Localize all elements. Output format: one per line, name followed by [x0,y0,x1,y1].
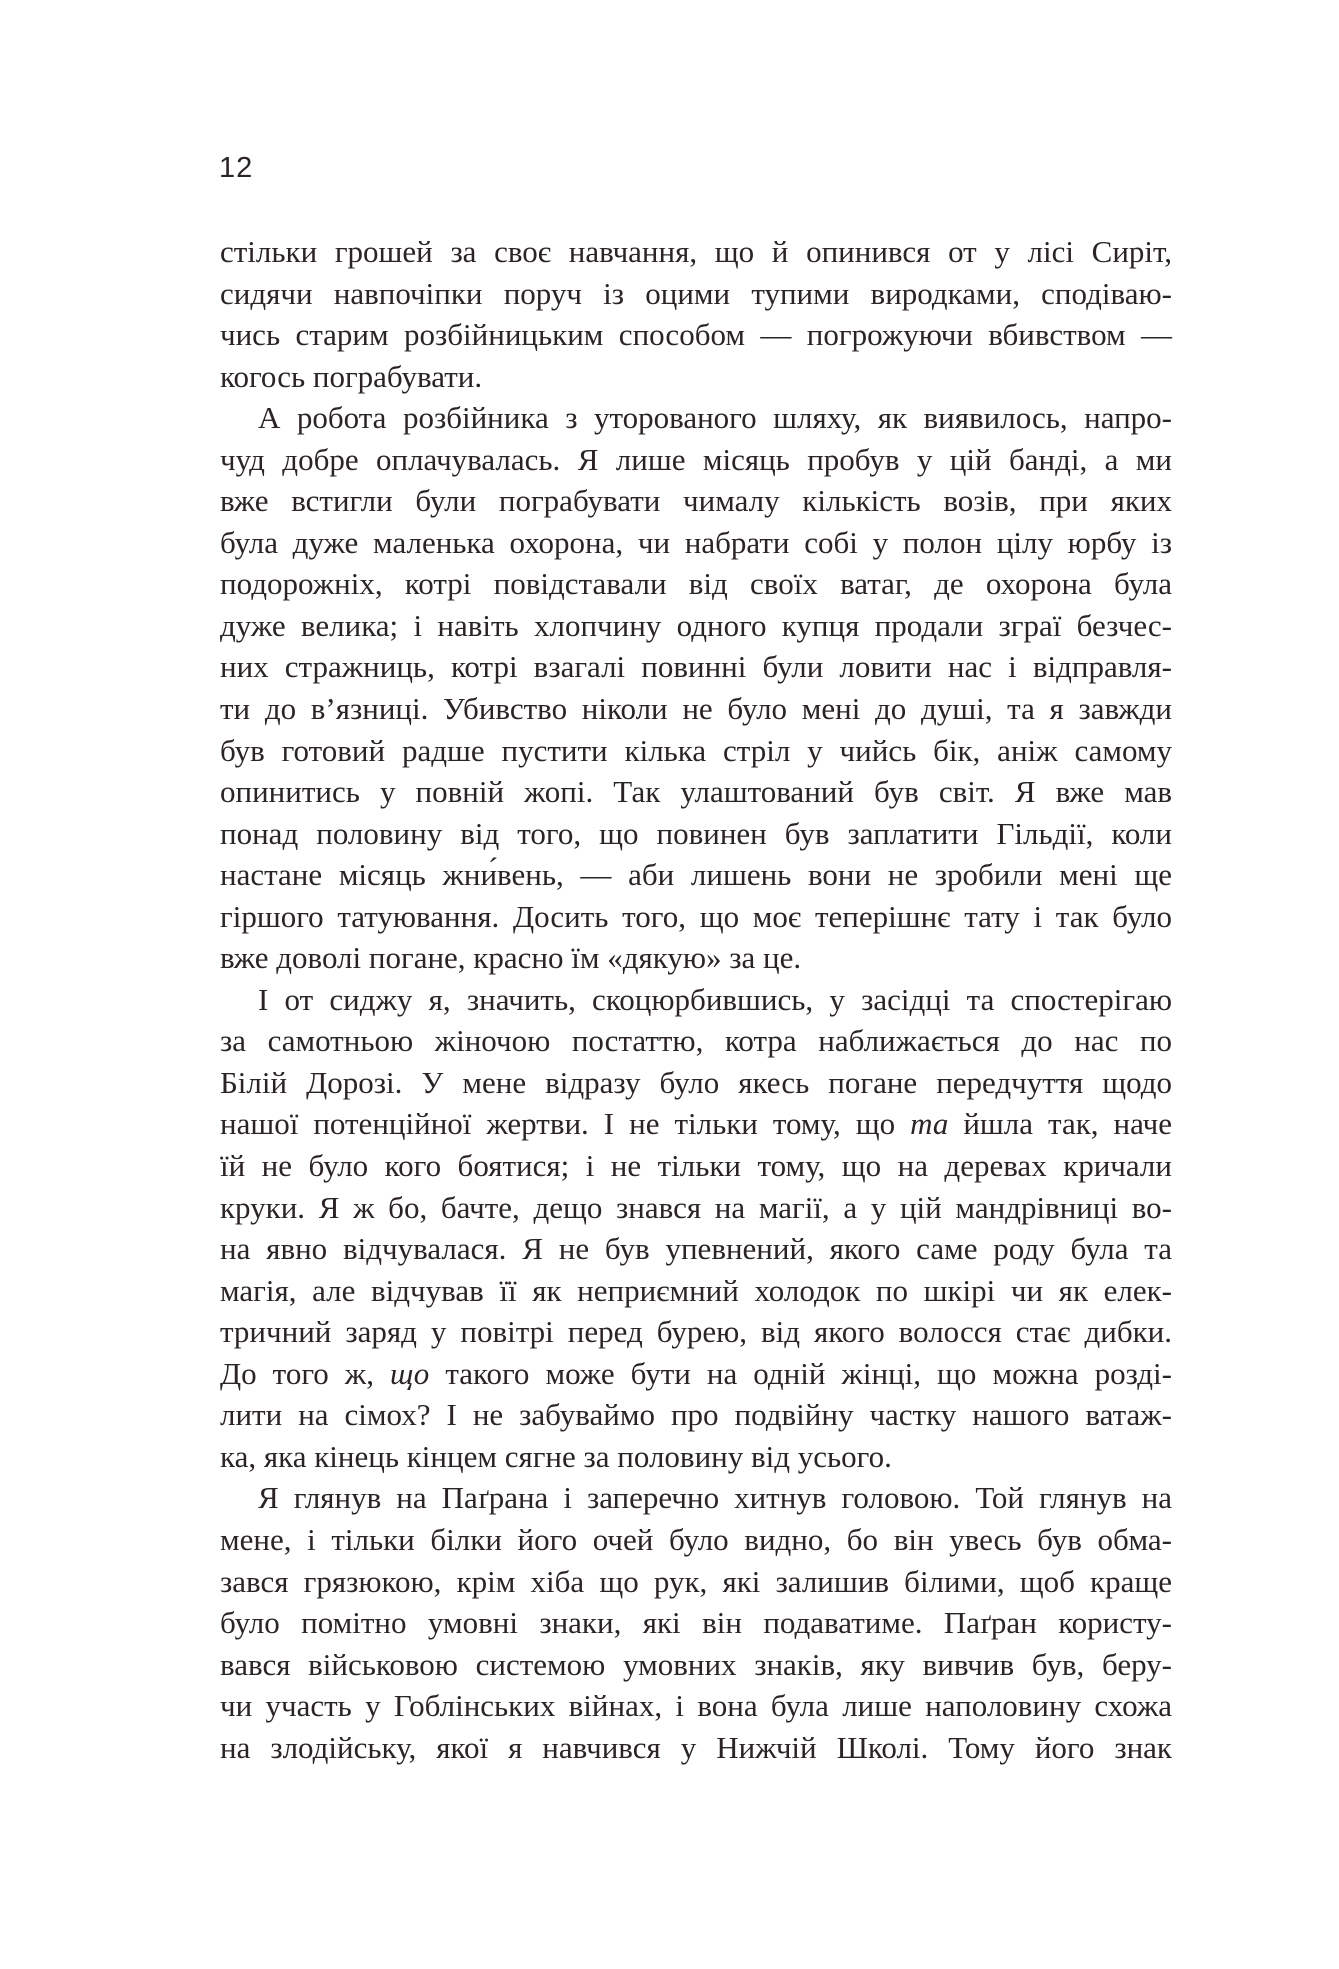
text-line: круки. Я ж бо, бачте, дещо знався на магії, а у цій мандрівниці во- [220,1189,1172,1225]
text-line: опинитись у повній жопі. Так улаштований був світ. Я вже мав [220,774,1172,810]
text-line: зався грязюкою, крім хіба що рук, які залишив білими, щоб краще [220,1563,1172,1599]
text-line: них стражниць, котрі взагалі повинні були ловити нас і відправля- [220,649,1172,685]
text-line: До того ж, що такого може бути на одній жінці, що можна розді- [220,1355,1172,1391]
text-line: чи участь у Гоблінських війнах, і вона була лише наполовину схожа [220,1688,1172,1724]
text-line: чуд добре оплачувалась. Я лише місяць пробув у цій банді, а ми [220,441,1172,477]
text-line: був готовий радше пустити кілька стріл у чийсь бік, аніж самому [220,732,1172,768]
text-line: на злодійську, якої я навчився у Нижчій Школі. Тому його знак [220,1729,1172,1765]
page-number: 12 [219,152,254,184]
text-line: Я глянув на Паґрана і заперечно хитнув головою. Той глянув на [258,1480,1172,1516]
text-line: лити на сімох? І не забуваймо про подвійну частку нашого ватаж- [220,1397,1172,1433]
text-line: чись старим розбійницьким способом — погрожуючи вбивством — [220,317,1172,353]
text-line: була дуже маленька охорона, чи набрати собі у полон цілу юрбу із [220,524,1172,560]
text-line: їй не було кого боятися; і не тільки тому, що на деревах кричали [220,1148,1172,1184]
text-line: магія, але відчував її як неприємний холодок по шкірі чи як елек- [220,1272,1172,1308]
text-line: ка, яка кінець кінцем сягне за половину від усього. [220,1438,892,1474]
text-line: гіршого татуювання. Досить того, що моє теперішнє тату і так було [220,898,1172,934]
text-line: на явно відчувалася. Я не був упевнений, якого саме роду була та [220,1231,1172,1267]
text-line: мене, і тільки білки його очей було видно, бо він увесь був обма- [220,1521,1172,1557]
text-line: А робота розбійника з уторованого шляху, як виявилось, напро- [258,400,1172,436]
page-text [220,231,1172,1768]
text-line: тричний заряд у повітрі перед бурею, від якого волосся стає дибки. [220,1314,1172,1350]
text-line: когось пограбувати. [220,358,483,394]
text-line: настане місяць жни́вень, — аби лишень вони не зробили мені ще [220,857,1172,893]
text-line: вався військовою системою умовних знаків, яку вивчив був, беру- [220,1646,1172,1682]
text-line: дуже велика; і навіть хлопчину одного купця продали зграї безчес- [220,607,1172,643]
text-line: Білій Дорозі. У мене відразу було якесь погане передчуття щодо [220,1064,1172,1100]
text-line: стільки грошей за своє навчання, що й опинився от у лісі Сиріт, [220,234,1172,269]
text-line: вже встигли були пограбувати чималу кількість возів, при яких [220,483,1172,519]
text-line: вже доволі погане, красно їм «дякую» за це. [220,940,802,976]
text-line: за самотньою жіночою постаттю, котра наближається до нас по [220,1023,1172,1059]
text-line: сидячи навпочіпки поруч із оцими тупими виродками, сподіваю- [220,275,1172,311]
text-line: І от сиджу я, значить, скоцюрбившись, у засідці та спостерігаю [258,981,1172,1017]
text-line: нашої потенційної жертви. І не тільки тому, що та йшла так, наче [220,1106,1172,1142]
text-line: ти до в’язниці. Убивство ніколи не було мені до душі, та я завжди [220,691,1172,727]
text-line: подорожніх, котрі повідставали від своїх ватаг, де охорона була [220,566,1172,602]
text-line: понад половину від того, що повинен був заплатити Гільдії, коли [220,815,1172,851]
text-line: було помітно умовні знаки, які він подаватиме. Паґран користу- [220,1605,1172,1641]
